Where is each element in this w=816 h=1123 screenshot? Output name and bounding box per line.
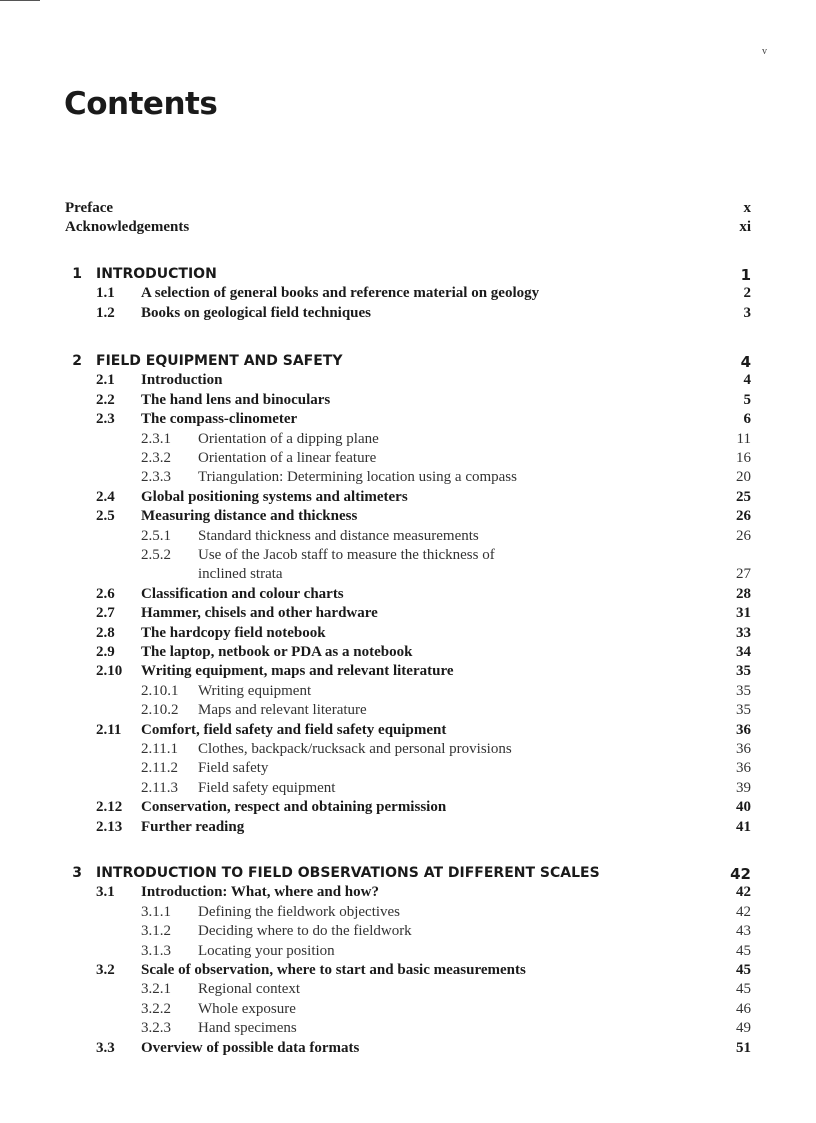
toc-entry-page: 36 xyxy=(736,741,751,757)
toc-entry-page: 39 xyxy=(736,779,751,796)
toc-entry-title: Writing equipment, maps and relevant literature xyxy=(141,663,454,680)
toc-entry-page: 33 xyxy=(736,624,751,641)
toc-entry-row[interactable] xyxy=(0,819,816,838)
toc-entry-title: Writing equipment xyxy=(198,682,312,699)
toc-entry-number: 2.7 xyxy=(96,605,115,622)
toc-entry-page: 42 xyxy=(736,884,751,901)
toc-entry-page: 35 xyxy=(736,702,751,719)
toc-entry-title: Whole exposure xyxy=(198,1000,296,1017)
toc-entry-row[interactable] xyxy=(0,1040,816,1059)
toc-entry-number: 2.13 xyxy=(96,818,123,835)
toc-entry-page: 4 xyxy=(743,372,751,389)
toc-entry-title: Deciding where to do the fieldwork xyxy=(198,923,412,940)
toc-entry-title: The laptop, netbook or PDA as a notebook xyxy=(141,644,413,660)
toc-entry-title: The hand lens and binoculars xyxy=(141,391,331,408)
toc-entry-page: 46 xyxy=(736,1000,751,1017)
toc-entry-row[interactable] xyxy=(0,722,816,741)
toc-entry-title: The compass-clinometer xyxy=(141,411,298,428)
toc-entry-page: 4 xyxy=(740,353,751,371)
toc-entry-page: xi xyxy=(739,219,751,236)
toc-entry-row[interactable] xyxy=(0,508,816,527)
toc-entry-page: 31 xyxy=(736,605,751,622)
toc-entry-number: 2.10.2 xyxy=(141,702,179,719)
toc-entry-number: 2.10 xyxy=(96,663,123,680)
toc-entry-number: 3.2 xyxy=(96,962,115,978)
toc-entry-page: 40 xyxy=(736,799,751,816)
toc-entry-row[interactable] xyxy=(0,1001,816,1020)
toc-entry-page: 42 xyxy=(730,865,751,883)
toc-entry-row[interactable] xyxy=(0,1020,816,1039)
toc-entry-page: 34 xyxy=(736,644,751,660)
toc-entry-title: Defining the fieldwork objectives xyxy=(198,903,401,920)
toc-entry-number: 1.2 xyxy=(96,304,115,321)
toc-entry-row[interactable] xyxy=(0,663,816,682)
toc-entry-row[interactable] xyxy=(0,586,816,605)
toc-entry-page: 45 xyxy=(736,962,751,978)
toc-entry-number: 2.3 xyxy=(96,411,115,428)
toc-entry-page: 1 xyxy=(740,266,751,284)
toc-entry-number: 3 xyxy=(72,865,82,881)
toc-entry-number: 2.5.1 xyxy=(141,527,171,544)
toc-entry-row[interactable] xyxy=(0,962,816,981)
toc-entry-row[interactable] xyxy=(0,799,816,818)
toc-entry-row[interactable] xyxy=(0,200,816,219)
toc-entry-row[interactable] xyxy=(0,392,816,411)
toc-entry-row[interactable] xyxy=(0,943,816,962)
toc-entry-number: 2.3.1 xyxy=(141,430,171,447)
toc-entry-page: 2 xyxy=(743,285,751,302)
toc-entry-number: 2.1 xyxy=(96,372,115,389)
toc-entry-row[interactable] xyxy=(0,884,816,903)
toc-entry-title: A selection of general books and reference material on geology xyxy=(141,285,540,302)
toc-entry-row[interactable] xyxy=(0,372,816,391)
toc-entry-number: 2.3.2 xyxy=(141,450,171,466)
toc-entry-title: Use of the Jacob staff to measure the thickness of xyxy=(198,547,495,563)
toc-entry-page: 42 xyxy=(736,903,751,920)
toc-entry-row[interactable] xyxy=(0,923,816,942)
toc-entry-title: The hardcopy field notebook xyxy=(141,624,326,641)
toc-entry-number: 2 xyxy=(72,353,82,369)
toc-entry-number: 2.12 xyxy=(96,799,123,816)
toc-entry-page: 27 xyxy=(736,566,751,583)
toc-entry-title: Triangulation: Determining location using a compass xyxy=(198,469,517,486)
toc-entry-number: 2.11.2 xyxy=(141,760,178,777)
toc-entry-title: Comfort, field safety and field safety equipment xyxy=(141,721,447,738)
toc-entry-page: x xyxy=(743,200,751,216)
toc-entry-title: FIELD EQUIPMENT AND SAFETY xyxy=(96,353,343,369)
toc-entry-page: 11 xyxy=(736,430,751,447)
toc-entry-number: 2.3.3 xyxy=(141,469,171,486)
toc-entry-number: 2.5 xyxy=(96,508,115,525)
toc-entry-title: Books on geological field techniques xyxy=(141,304,372,321)
toc-entry-page: 51 xyxy=(736,1039,751,1056)
toc-entry-title: Locating your position xyxy=(198,942,335,959)
toc-entry-page: 6 xyxy=(743,411,751,428)
toc-entry-title: Hand specimens xyxy=(198,1020,297,1037)
toc-entry-title: Measuring distance and thickness xyxy=(141,508,358,525)
toc-entry-title: Classification and colour charts xyxy=(141,585,344,602)
toc-chapter-row[interactable] xyxy=(0,266,816,285)
toc-entry-title: Overview of possible data formats xyxy=(141,1039,360,1056)
toc-entry-number: 3.1 xyxy=(96,884,115,901)
corner-rule xyxy=(0,0,40,1)
toc-entry-row[interactable] xyxy=(0,566,816,585)
toc-entry-number: 3.1.2 xyxy=(141,923,171,940)
toc-entry-page: 35 xyxy=(736,663,751,680)
toc-entry-row[interactable] xyxy=(0,904,816,923)
toc-entry-row[interactable] xyxy=(0,411,816,430)
toc-entry-title: Field safety equipment xyxy=(198,779,336,796)
toc-entry-title: Introduction: What, where and how? xyxy=(141,884,379,901)
toc-entry-number: 3.1.1 xyxy=(141,903,171,920)
toc-entry-number: 2.11 xyxy=(96,721,122,738)
toc-entry-number: 3.3 xyxy=(96,1039,115,1056)
toc-entry-number: 3.1.3 xyxy=(141,942,171,959)
toc-entry-title: Regional context xyxy=(198,981,301,998)
toc-entry-page: 28 xyxy=(736,585,751,602)
toc-entry-page: 3 xyxy=(743,304,751,321)
toc-entry-title: Clothes, backpack/rucksack and personal provisions xyxy=(198,741,512,757)
toc-entry-title: Orientation of a linear feature xyxy=(198,450,377,466)
toc-entry-number: 1.1 xyxy=(96,285,115,302)
toc-entry-row[interactable] xyxy=(0,760,816,779)
toc-entry-page: 41 xyxy=(736,818,751,835)
toc-entry-row[interactable] xyxy=(0,219,816,238)
toc-entry-row[interactable] xyxy=(0,528,816,547)
toc-entry-title: Orientation of a dipping plane xyxy=(198,430,379,447)
toc-entry-row[interactable] xyxy=(0,981,816,1000)
toc-entry-title: inclined strata xyxy=(198,566,283,583)
toc-entry-number: 2.11.3 xyxy=(141,779,178,796)
page-number: v xyxy=(762,46,767,57)
toc-chapter-row[interactable] xyxy=(0,353,816,372)
toc-entry-page: 43 xyxy=(736,923,751,940)
toc-entry-page: 20 xyxy=(736,469,751,486)
toc-entry-number: 1 xyxy=(72,266,82,282)
toc-entry-row[interactable] xyxy=(0,644,816,663)
toc-entry-title: Field safety xyxy=(198,760,269,777)
toc-entry-page: 35 xyxy=(736,682,751,699)
toc-entry-title: Scale of observation, where to start and basic measurements xyxy=(141,962,526,978)
toc-entry-row[interactable] xyxy=(0,702,816,721)
toc-entry-number: 2.4 xyxy=(96,488,115,505)
toc-entry-title: Hammer, chisels and other hardware xyxy=(141,605,378,622)
toc-entry-row[interactable] xyxy=(0,625,816,644)
toc-chapter-row[interactable] xyxy=(0,865,816,884)
toc-entry-title: INTRODUCTION xyxy=(96,266,217,282)
toc-entry-row[interactable] xyxy=(0,780,816,799)
page-title: Contents xyxy=(64,86,218,122)
toc-entry-number: 2.10.1 xyxy=(141,682,179,699)
toc-entry-number: 3.2.3 xyxy=(141,1020,171,1037)
toc-entry-page: 36 xyxy=(736,721,751,738)
toc-entry-page: 45 xyxy=(736,981,751,998)
toc-entry-page: 5 xyxy=(743,391,751,408)
toc-entry-row[interactable] xyxy=(0,605,816,624)
toc-entry-title: Maps and relevant literature xyxy=(198,702,367,719)
toc-entry-page: 36 xyxy=(736,760,751,777)
toc-entry-row[interactable] xyxy=(0,431,816,450)
toc-entry-page: 45 xyxy=(736,942,751,959)
toc-entry-page: 16 xyxy=(736,450,751,466)
toc-entry-page: 26 xyxy=(736,508,751,525)
toc-entry-number: 2.6 xyxy=(96,585,115,602)
toc-entry-title: Global positioning systems and altimeters xyxy=(141,488,408,505)
toc-entry-row[interactable] xyxy=(0,450,816,469)
toc-entry-row[interactable] xyxy=(0,683,816,702)
toc-entry-number: 2.2 xyxy=(96,391,115,408)
toc-entry-title: Conservation, respect and obtaining permission xyxy=(141,799,447,816)
toc-entry-row[interactable] xyxy=(0,305,816,324)
toc-entry-title: Further reading xyxy=(141,818,245,835)
toc-entry-row[interactable] xyxy=(0,285,816,304)
toc-entry-number: 2.9 xyxy=(96,644,115,660)
toc-entry-page: 26 xyxy=(736,527,751,544)
toc-entry-number: 3.2.2 xyxy=(141,1000,171,1017)
toc-entry-title: Acknowledgements xyxy=(65,219,190,236)
toc-entry-row[interactable] xyxy=(0,547,816,566)
toc-entry-row[interactable] xyxy=(0,469,816,488)
toc-entry-title: INTRODUCTION TO FIELD OBSERVATIONS AT DIFFERENT SCALES xyxy=(96,865,600,881)
toc-entry-number: 2.5.2 xyxy=(141,547,171,563)
toc-entry-number: 2.11.1 xyxy=(141,741,178,757)
toc-entry-number: 3.2.1 xyxy=(141,981,171,998)
toc-entry-page: 49 xyxy=(736,1020,751,1037)
toc-entry-title: Standard thickness and distance measurements xyxy=(198,527,479,544)
toc-entry-row[interactable] xyxy=(0,489,816,508)
toc-entry-title: Preface xyxy=(65,200,114,216)
toc-entry-page: 25 xyxy=(736,488,751,505)
toc-entry-title: Introduction xyxy=(141,372,223,389)
toc-entry-row[interactable] xyxy=(0,741,816,760)
toc-entry-number: 2.8 xyxy=(96,624,115,641)
